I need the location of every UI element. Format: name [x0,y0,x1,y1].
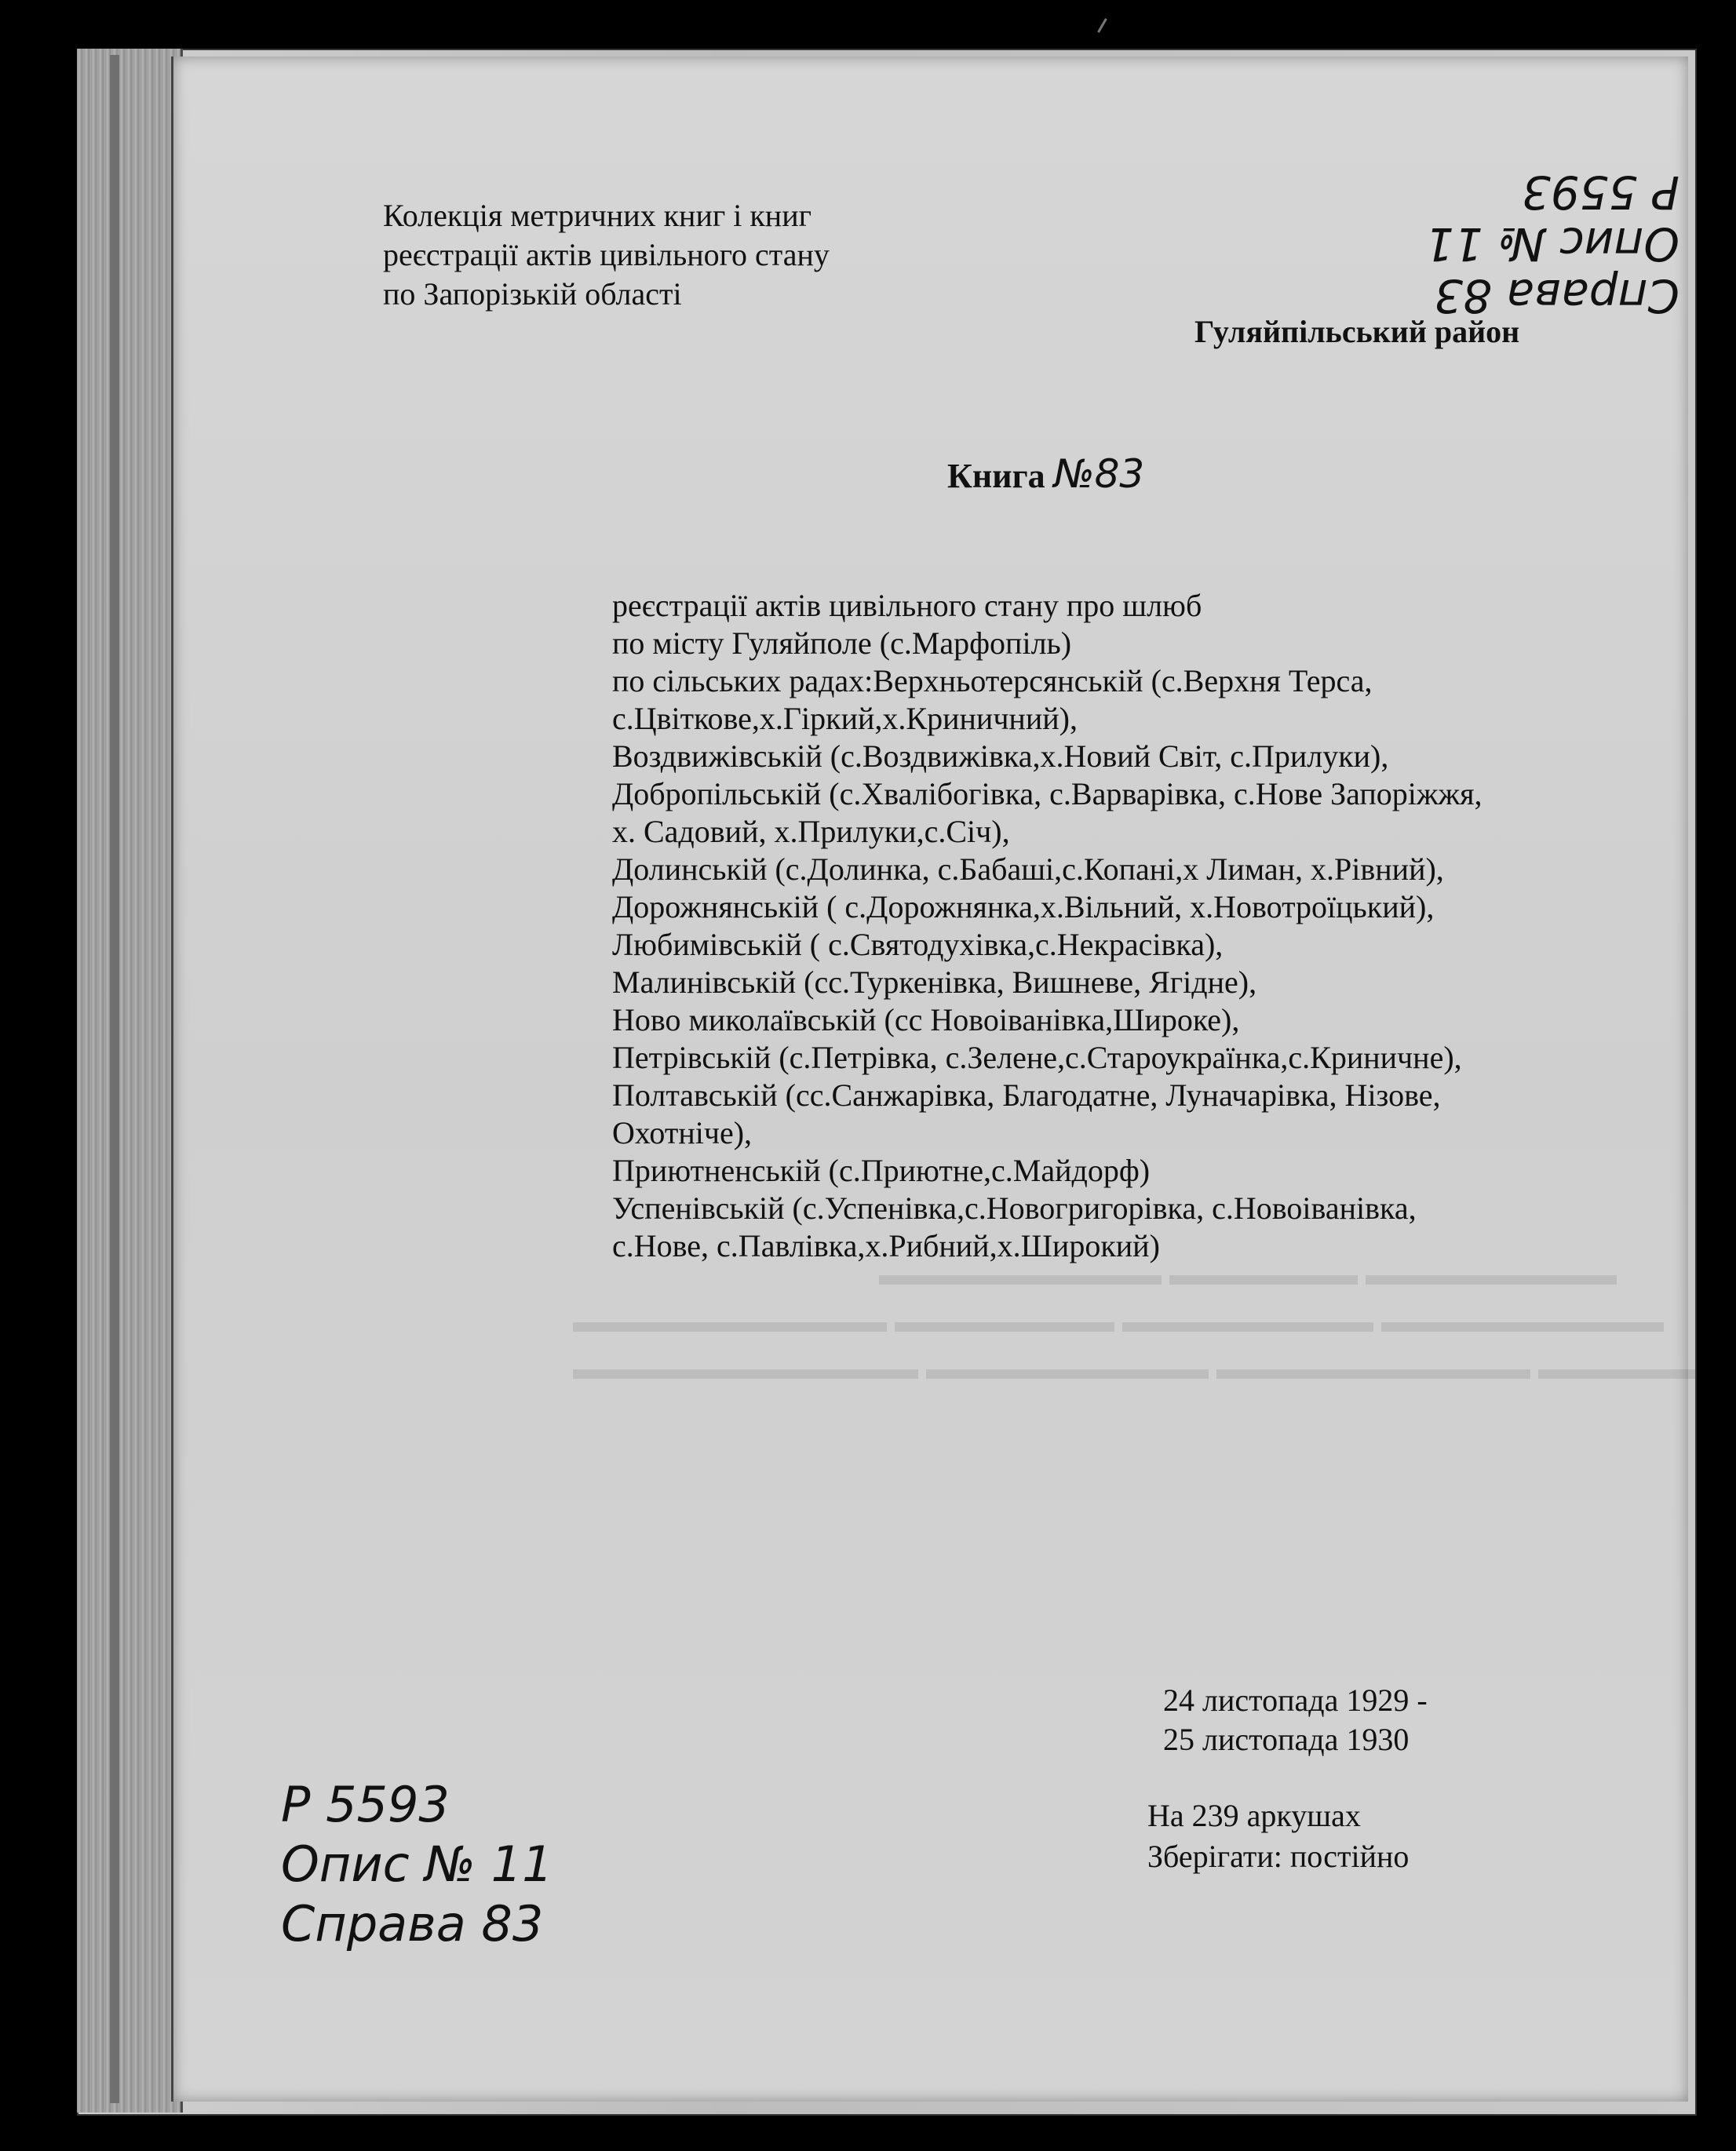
handwritten-archive-reference [281,1775,553,1954]
register-line: Любимівській ( с.Святодухівка,с.Некрасівка), [612,927,1224,962]
date-range [1163,1681,1428,1759]
date-start: 24 листопада 1929 - [1163,1683,1428,1718]
register-line: Воздвижівській (с.Воздвижівка,х.Новий Світ, с.Прилуки), [612,738,1389,774]
sheet-count: На 239 аркушах [1147,1798,1361,1833]
register-line: Успенівській (с.Успенівка,с.Новогригорівка, с.Новоіванівка, [612,1190,1417,1226]
register-line: Петрівській (с.Петрівка, с.Зелене,с.Староукраїнка,с.Криничне), [612,1040,1462,1075]
register-line: Малинівській (сс.Туркенівка, Вишневе, Ягідне), [612,964,1257,1000]
handwritten-archive-reference-rotated [1271,133,1679,322]
date-end: 25 листопада 1930 [1163,1722,1410,1757]
scan-mark [1097,18,1117,38]
register-line: по місту Гуляйполе (с.Марфопіль) [612,625,1072,661]
book-number-handwritten: №83 [1053,451,1145,497]
register-line: Дорожнянській ( с.Дорожнянка,х.Вільний, х.Новотроїцький), [612,889,1435,924]
archive-header-line: Колекція метричних книг і книг [383,198,812,233]
book-title [947,451,1145,497]
handwritten-line: Справа 83 [1434,269,1679,323]
storage-info [1147,1796,1409,1877]
district-name: Гуляйпільський район [1194,314,1520,349]
bleed-through-text: ▬▬▬▬▬▬▬▬▬▬▬ ▬▬▬▬▬▬▬▬▬ ▬▬▬▬▬▬▬▬▬▬ ▬▬▬▬▬ [573,1351,1695,1386]
archive-header [383,196,830,314]
register-line: Ново миколаївській (сс Новоіванівка,Широке), [612,1002,1240,1037]
handwritten-line: Р 5593 [1521,166,1679,219]
handwritten-line: Опис № 11 [1424,217,1679,271]
register-line: с.Нове, с.Павлівка,х.Рибний,х.Широкий) [612,1228,1160,1263]
archive-header-line: по Запорізькій області [383,276,682,312]
register-description [612,587,1483,1265]
archive-header-line: реєстрації актів цивільного стану [383,237,830,272]
register-line: Охотніче), [612,1115,753,1150]
book-spine [77,49,183,2113]
bleed-through-text: ▬▬▬▬▬▬▬▬▬ ▬▬▬▬▬▬ ▬▬▬▬▬▬▬▬ [879,1256,1617,1292]
retention-period: Зберігати: постійно [1147,1839,1410,1874]
register-line: Полтавській (сс.Санжарівка, Благодатне, Луначарівка, Нізове, [612,1077,1441,1113]
register-line: реєстрації актів цивільного стану про шлюб [612,588,1202,623]
register-line: х. Садовий, х.Прилуки,с.Січ), [612,814,1010,849]
register-line: по сільських радах:Верхньотерсянській (с.Верхня Терса, [612,663,1373,698]
register-line: Добропільській (с.Хвалібогівка, с.Варварівка, с.Нове Запоріжжя, [612,776,1483,811]
register-line: с.Цвіткове,х.Гіркий,х.Криничний), [612,701,1078,736]
handwritten-line: Р 5593 [281,1776,450,1833]
register-line: Долинській (с.Долинка, с.Бабаші,с.Копані,х Лиман, х.Рівний), [612,851,1444,887]
handwritten-line: Опис № 11 [281,1836,553,1893]
spine-edge [110,55,119,2103]
handwritten-line: Справа 83 [281,1895,544,1952]
bleed-through-text: ▬▬▬▬▬▬▬▬▬▬ ▬▬▬▬▬▬▬ ▬▬▬▬▬▬▬▬ ▬▬▬▬▬▬▬▬▬ [573,1303,1664,1339]
book-label: Книга [947,457,1045,495]
register-line: Приютненській (с.Приютне,с.Майдорф) [612,1153,1151,1188]
